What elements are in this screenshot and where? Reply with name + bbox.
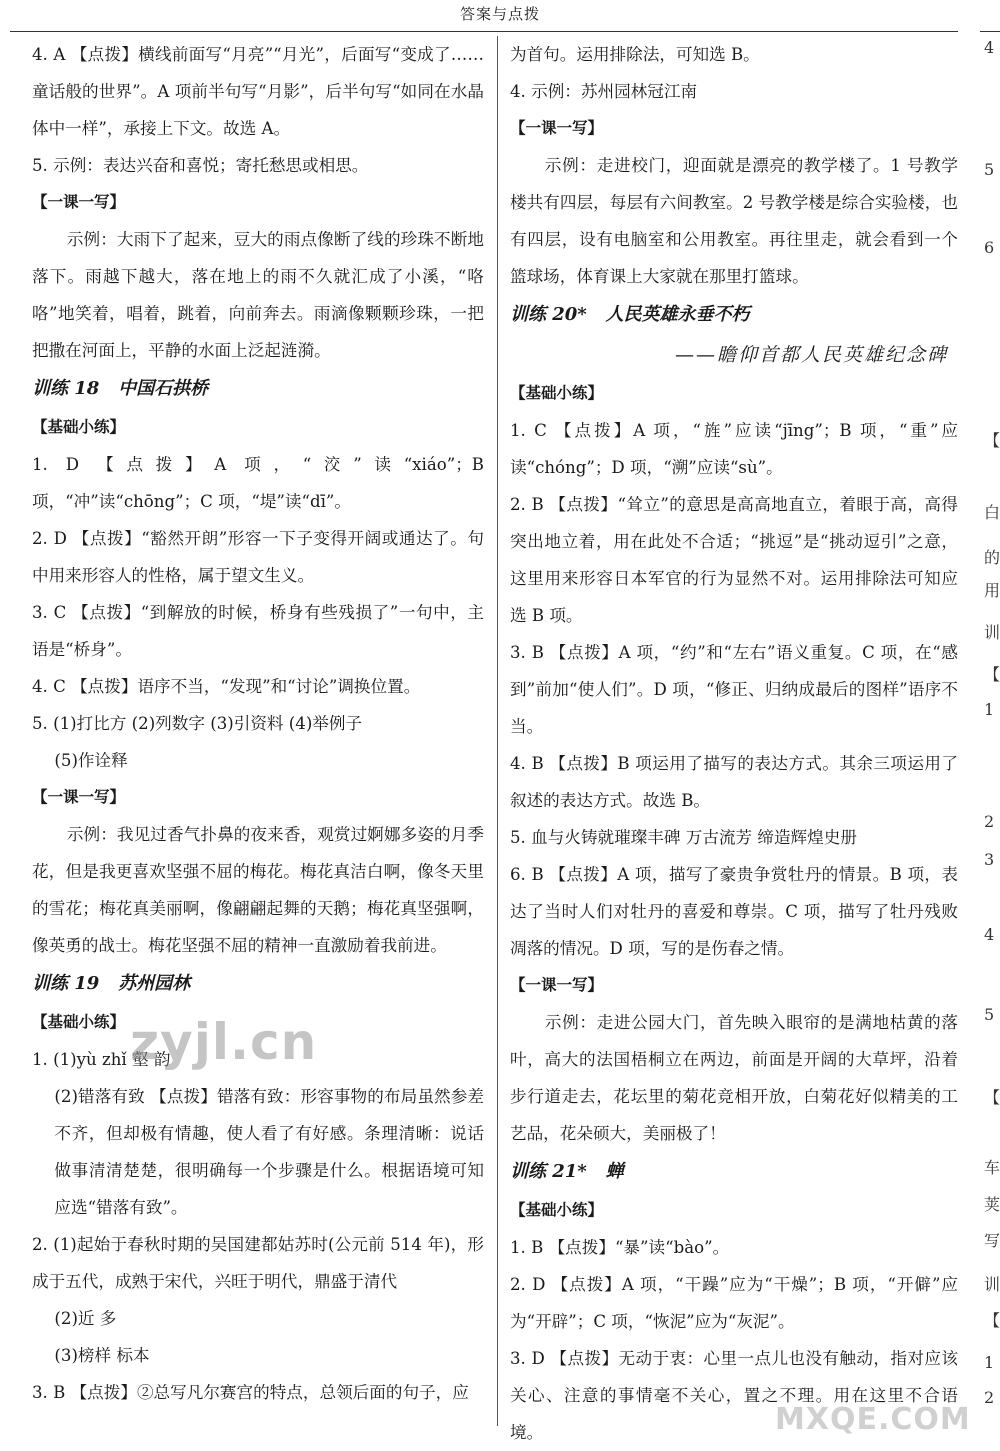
- watermark-zyjl: zyjl.cn: [130, 1013, 318, 1071]
- edge-glyph: 【: [984, 1311, 1000, 1330]
- section-label-writing: 【一课一写】: [32, 788, 126, 806]
- edge-glyph: 6: [984, 238, 995, 257]
- training-number: 训练 20*: [510, 304, 587, 325]
- training-number: 训练 19: [32, 973, 100, 994]
- edge-glyph: 训: [984, 1275, 1000, 1294]
- edge-glyph: 白: [984, 503, 1000, 522]
- training-number: 训练 18: [32, 378, 100, 399]
- answer-2: 2. D 【点拨】A 项，“干躁”应为“干燥”；B 项，“开僻”应为“开辟”；C 项，“恢泥”应为“灰泥”。: [510, 1275, 958, 1331]
- answer-3: 3. B 【点拨】②总写凡尔赛宫的特点，总领后面的句子，应: [32, 1383, 469, 1402]
- edge-glyph: 1: [984, 700, 995, 719]
- answer-4: 4. B 【点拨】B 项运用了描写的表达方式。其余三项运用了叙述的表达方式。故选 B。: [510, 754, 958, 810]
- next-page-edge: [978, 0, 1000, 1451]
- edge-glyph: 车: [984, 1158, 1000, 1177]
- answer-2: 2. B 【点拨】“耸立”的意思是高高地直立，着眼于高，高得突出地立着，用在此处不合适；“挑逗”是“挑动逗引”之意，这里用来形容日本军官的行为显然不对。运用排除法可知应选 B 项。: [510, 495, 958, 625]
- edge-glyph: 【: [984, 665, 1000, 684]
- page-header: 答案与点拨: [459, 5, 540, 23]
- edge-glyph: 1: [984, 1353, 995, 1372]
- edge-glyph: 2: [984, 1388, 995, 1407]
- answer-2-part3: (3)榜样 标本: [54, 1346, 150, 1365]
- answer-1: 1. C 【点拨】A 项，“旌”应读“jīng”；B 项，“重”应读“chóng”；D 项，“溯”应读“sù”。: [510, 421, 958, 477]
- edge-glyph: 【: [984, 1088, 1000, 1107]
- answer-2-part2: (2)近 多: [54, 1309, 117, 1328]
- training-name: 蝉: [605, 1161, 624, 1182]
- answer-3: 3. B 【点拨】A 项，“约”和“左右”语义重复。C 项，在“感到”前加“使人们”。D 项，“修正、归纳成最后的图样”语序不当。: [510, 643, 958, 736]
- writing-sample: 示例：大雨下了起来，豆大的雨点像断了线的珍珠不断地落下。雨越下越大，落在地上的雨不久就汇成了小溪，“咯咯”地笑着，唱着，跳着，向前奔去。雨滴像颗颗珍珠，一把把撒在河面上，平静的水面上泛起涟漪。: [32, 230, 484, 360]
- writing-sample: 示例：走进公园大门，首先映入眼帘的是满地枯黄的落叶，高大的法国梧桐立在两边，前面是开阔的大草坪，沿着步行道走去，花坛里的菊花竞相开放，白菊花好似精美的工艺品，花朵硕大，美丽极了！: [510, 1013, 958, 1143]
- section-label-basic: 【基础小练】: [510, 384, 604, 402]
- edge-glyph: 训: [984, 623, 1000, 642]
- answer-1-part2: (2)错落有致 【点拨】错落有致：形容事物的布局虽然参差不齐，但却极有情趣，使人看了有好感。条理清晰：说话做事清清楚楚，很明确每一个步骤是什么。根据语境可知应选“错落有致”。: [54, 1087, 484, 1217]
- answer-2: 2. (1)起始于春秋时期的吴国建都姑苏时(公元前 514 年)，形成于五代，成熟于宋代，兴旺于明代，鼎盛于清代: [32, 1235, 484, 1291]
- training-20-subtitle: ——瞻仰首都人民英雄纪念碑: [674, 344, 948, 366]
- section-label-writing: 【一课一写】: [510, 976, 604, 994]
- edge-glyph: 写: [984, 1231, 1000, 1250]
- answer-5-cont: (5)作诠释: [54, 751, 128, 770]
- edge-glyph: 【: [984, 431, 1000, 450]
- edge-glyph: 荚: [984, 1195, 1000, 1214]
- right-column: [510, 36, 958, 1451]
- edge-glyph: 4: [984, 38, 995, 57]
- left-column: [32, 36, 484, 1411]
- edge-glyph: 5: [984, 160, 995, 179]
- edge-glyph: 2: [984, 812, 995, 831]
- answer-4: 4. 示例：苏州园林冠江南: [510, 82, 698, 101]
- training-number: 训练 21*: [510, 1161, 587, 1182]
- section-label-writing: 【一课一写】: [510, 119, 604, 137]
- answer-5: 5. (1)打比方 (2)列数字 (3)引资料 (4)举例子: [32, 714, 363, 733]
- header-rule: [10, 31, 958, 32]
- training-20-title: [510, 295, 958, 335]
- answer-3-cont: 为首句。运用排除法，可知选 B。: [510, 45, 760, 64]
- answer-4: 4. C 【点拨】语序不当，“发现”和“讨论”调换位置。: [32, 677, 421, 696]
- training-19-title: [32, 964, 484, 1004]
- answer-3: 3. C 【点拨】“到解放的时候，桥身有些残损了”一句中，主语是“桥身”。: [32, 603, 484, 659]
- training-name: 苏州园林: [118, 973, 191, 994]
- edge-glyph: 的: [984, 548, 1000, 567]
- watermark-mxqe: MXQE.COM: [775, 1402, 971, 1437]
- training-21-title: [510, 1152, 958, 1192]
- writing-sample: 示例：我见过香气扑鼻的夜来香，观赏过婀娜多姿的月季花，但是我更喜欢坚强不屈的梅花。梅花真洁白啊，像冬天里的雪花；梅花真美丽啊，像翩翩起舞的天鹅；梅花真坚强啊，像英勇的战士。梅花坚强不屈的精神一直激励着我前进。: [32, 825, 484, 955]
- answer-6: 6. B 【点拨】A 项，描写了豪贵争赏牡丹的情景。B 项，表达了当时人们对牡丹的喜爱和尊崇。C 项，描写了牡丹残败凋落的情况。D 项，写的是伤春之情。: [510, 865, 958, 958]
- answer-1: 1. B 【点拨】“暴”读“bào”。: [510, 1238, 730, 1257]
- section-label-basic: 【基础小练】: [32, 1013, 126, 1031]
- training-18-title: [32, 369, 484, 409]
- edge-glyph: 用: [984, 581, 1000, 600]
- edge-glyph: 4: [984, 925, 995, 944]
- edge-glyph: 5: [984, 1005, 995, 1024]
- column-divider: [497, 36, 498, 1426]
- writing-sample: 示例：走进校门，迎面就是漂亮的教学楼了。1 号教学楼共有四层，每层有六间教室。2 号教学楼是综合实验楼，也有四层，设有电脑室和公用教室。再往里走，就会看到一个篮球场，体育课上大家就在那里打篮球。: [510, 156, 958, 286]
- section-label-writing: 【一课一写】: [32, 193, 126, 211]
- answer-1: 1. D 【点拨】A 项，“洨”读“xiáo”；B 项，“冲”读“chōng”；C 项，“堤”读“dī”。: [32, 455, 484, 511]
- training-name: 中国石拱桥: [118, 378, 209, 399]
- answer-2: 2. D 【点拨】“豁然开朗”形容一下子变得开阔或通达了。句中用来形容人的性格，属于望文生义。: [32, 529, 484, 585]
- answer-4: 4. A 【点拨】横线前面写“月亮”“月光”，后面写“变成了……童话般的世界”。A 项前半句写“月影”，后半句写“如同在水晶体中一样”，承接上下文。故选 A。: [32, 45, 484, 138]
- answer-5: 5. 血与火铸就璀璨丰碑 万古流芳 缔造辉煌史册: [510, 828, 857, 847]
- answer-1: 1. (1)yù zhǐ 壑 韵: [32, 1050, 171, 1069]
- training-name: 人民英雄永垂不朽: [605, 304, 750, 325]
- answer-3: 3. D 【点拨】无动于衷：心里一点儿也没有触动，指对应该关心、注意的事情毫不关心，置之不理。用在这里不合语境。: [510, 1349, 958, 1442]
- edge-glyph: 3: [984, 850, 995, 869]
- section-label-basic: 【基础小练】: [510, 1201, 604, 1219]
- answer-5: 5. 示例：表达兴奋和喜悦；寄托愁思或相思。: [32, 156, 369, 175]
- section-label-basic: 【基础小练】: [32, 418, 126, 436]
